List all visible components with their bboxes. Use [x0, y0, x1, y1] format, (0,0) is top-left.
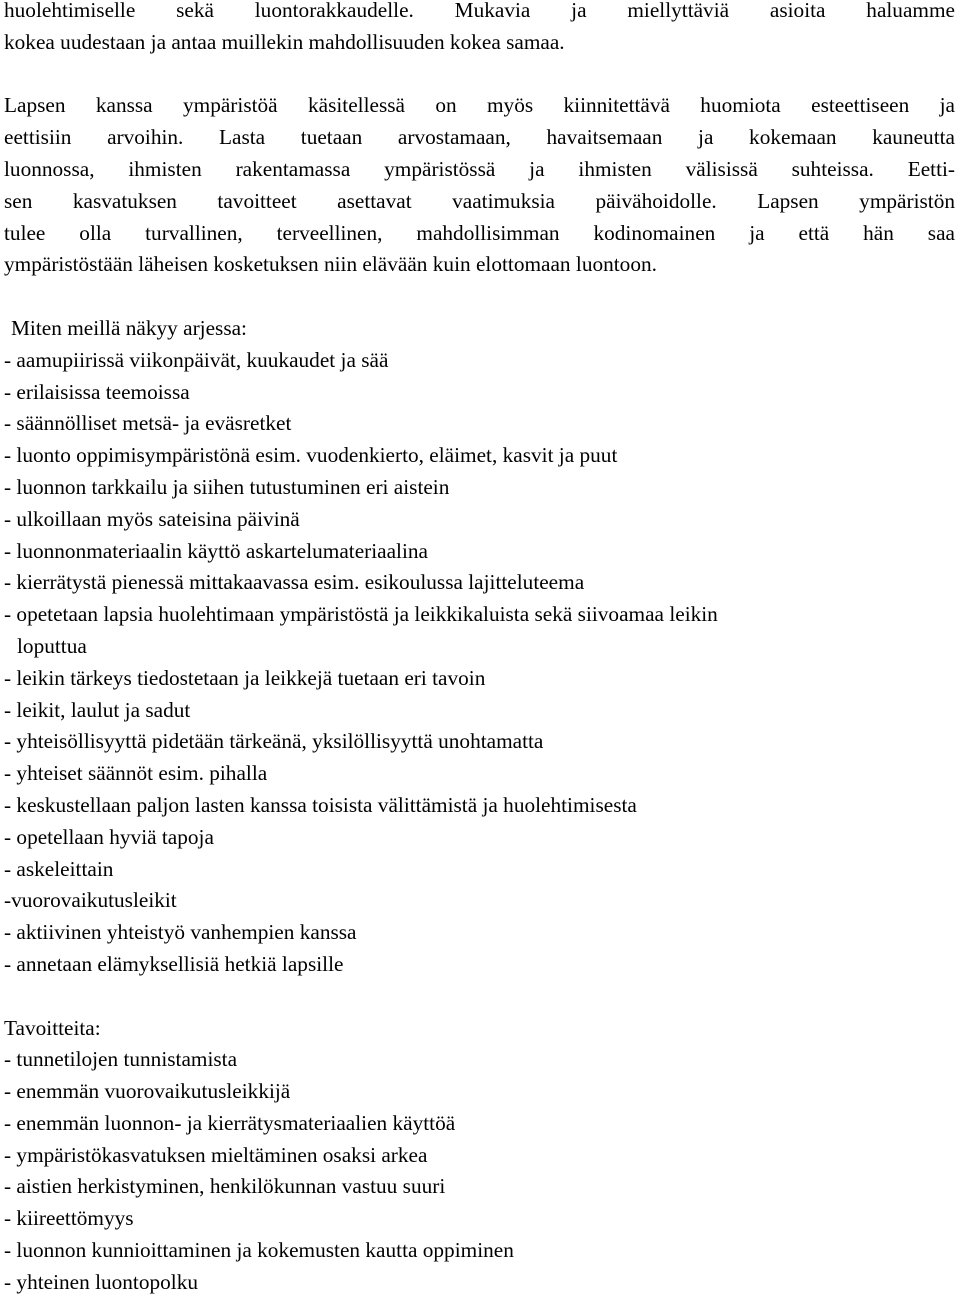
document-page: [4, 0, 955, 1299]
list-item-continuation: loputtua: [17, 633, 87, 658]
paragraph-gap: [4, 281, 955, 313]
list-item: - leikin tärkeys tiedostetaan ja leikkejä tuetaan eri tavoin: [4, 665, 486, 690]
list-item: - keskustellaan paljon lasten kanssa toisista välittämistä ja huolehtimisesta: [4, 792, 637, 817]
list-item: - enemmän vuorovaikutusleikkijä: [4, 1079, 291, 1104]
list-item: - enemmän luonnon- ja kierrätysmateriaalien käyttöä: [4, 1110, 456, 1135]
list-item: - askeleittain: [4, 856, 114, 881]
text-line: kokea uudestaan ja antaa muillekin mahdollisuuden kokea samaa.: [4, 29, 565, 54]
list-item: - opetetaan lapsia huolehtimaan ympäristöstä ja leikkikaluista sekä siivoamaa leikin: [4, 602, 718, 627]
list-item: - ulkoillaan myös sateisina päivinä: [4, 506, 300, 531]
text-line: eettisiin arvoihin. Lasta tuetaan arvostamaan, havaitsemaan ja kokemaan kauneutta: [4, 125, 955, 150]
ethics-paragraph: [4, 90, 955, 281]
list-item: - annetaan elämyksellisiä hetkiä lapsille: [4, 951, 344, 976]
list-item: - kierrätystä pienessä mittakaavassa esim. esikoulussa lajitteluteema: [4, 570, 585, 595]
list-item: - aktiivinen yhteistyö vanhempien kanssa: [4, 920, 357, 945]
paragraph-gap: [4, 59, 955, 91]
text-line: ympäristöstään läheisen kosketuksen niin elävään kuin elottomaan luontoon.: [4, 252, 657, 277]
everyday-heading: Miten meillä näkyy arjessa:: [11, 315, 247, 340]
text-line: luonnossa, ihmisten rakentamassa ympäristössä ja ihmisten välisissä suhteissa. Eetti-: [4, 156, 955, 181]
everyday-section: [4, 313, 955, 981]
list-item: - luonnonmateriaalin käyttö askartelumateriaalina: [4, 538, 428, 563]
list-item: - luonnon kunnioittaminen ja kokemusten kautta oppiminen: [4, 1238, 514, 1263]
text-line: tulee olla turvallinen, terveellinen, mahdollisimman kodinomainen ja että hän saa: [4, 220, 955, 245]
list-item: - yhteisöllisyyttä pidetään tärkeänä, yksilöllisyyttä unohtamatta: [4, 729, 544, 754]
intro-paragraph-continuation: [4, 0, 955, 59]
paragraph-gap: [4, 981, 955, 1013]
list-item: - erilaisissa teemoissa: [4, 379, 190, 404]
text-line: huolehtimiselle sekä luontorakkaudelle. Mukavia ja miellyttäviä asioita haluamme: [4, 0, 955, 22]
list-item: - opetellaan hyviä tapoja: [4, 824, 214, 849]
list-item: - tunnetilojen tunnistamista: [4, 1047, 238, 1072]
list-item: - kiireettömyys: [4, 1206, 134, 1231]
list-item: - säännölliset metsä- ja eväsretket: [4, 411, 292, 436]
list-item: - yhteiset säännöt esim. pihalla: [4, 761, 268, 786]
list-item: - yhteinen luontopolku: [4, 1269, 199, 1294]
list-item: - luonnon tarkkailu ja siihen tutustuminen eri aistein: [4, 474, 450, 499]
goals-heading: Tavoitteita:: [4, 1015, 101, 1040]
goals-section: [4, 1013, 955, 1299]
list-item: -vuorovaikutusleikit: [4, 888, 177, 913]
text-line: Lapsen kanssa ympäristöä käsitellessä on myös kiinnitettävä huomiota esteettiseen ja: [4, 93, 955, 118]
list-item: - luonto oppimisympäristönä esim. vuodenkierto, eläimet, kasvit ja puut: [4, 443, 618, 468]
text-line: sen kasvatuksen tavoitteet asettavat vaatimuksia päivähoidolle. Lapsen ympäristön: [4, 188, 955, 213]
list-item: - aamupiirissä viikonpäivät, kuukaudet ja sää: [4, 347, 389, 372]
list-item: - aistien herkistyminen, henkilökunnan vastuu suuri: [4, 1174, 446, 1199]
list-item: - leikit, laulut ja sadut: [4, 697, 191, 722]
list-item: - ympäristökasvatuksen mieltäminen osaksi arkea: [4, 1142, 428, 1167]
